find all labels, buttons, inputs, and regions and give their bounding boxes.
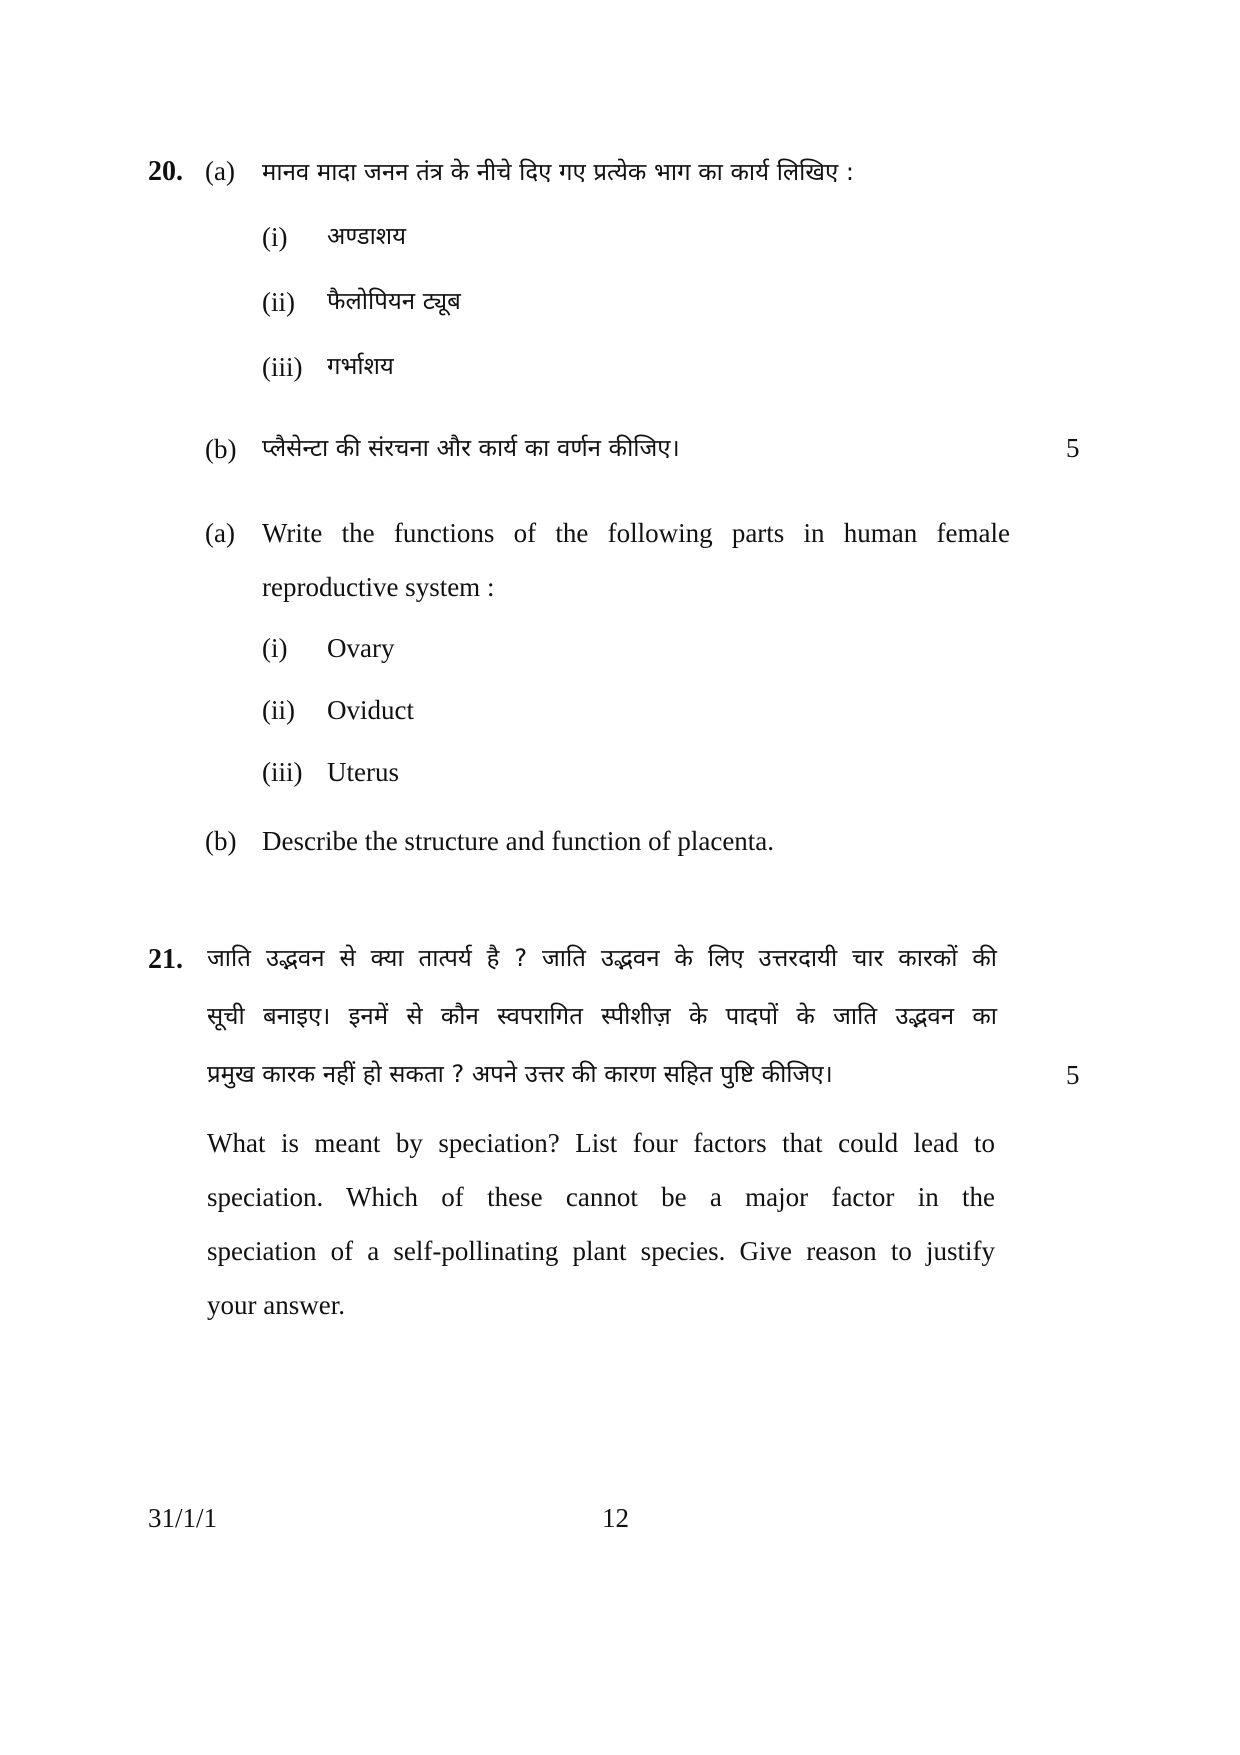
q20-hindi-item-num: (ii) [262, 287, 295, 317]
q21-hindi-line: सूची बनाइए। इनमें से कौन स्वपरागित स्पीशीज़ के पादपों के जाति उद्भवन का [207, 1002, 997, 1030]
q20-english-item-text: Uterus [327, 757, 399, 787]
q20-hindi-item-text: फैलोपियन ट्यूब [327, 287, 461, 315]
q21-english-line: speciation. Which of these cannot be a major factor in the [207, 1182, 995, 1212]
q20-marks: 5 [1066, 433, 1080, 463]
q20-hindi-item-num: (i) [262, 222, 288, 252]
q20-hindi-b-text: प्लैसेन्टा की संरचना और कार्य का वर्णन कीजिए। [262, 434, 680, 462]
q20-hindi-item-text: अण्डाशय [327, 222, 407, 250]
q20-english-a-line: reproductive system : [262, 572, 495, 602]
q21-english-line: your answer. [207, 1290, 345, 1320]
q20-hindi-item-text: गर्भाशय [327, 352, 394, 380]
q20-hindi-a-label: (a) [205, 156, 235, 186]
q20-hindi-a-text: मानव मादा जनन तंत्र के नीचे दिए गए प्रत्येक भाग का कार्य लिखिए : [262, 158, 855, 186]
paper-code: 31/1/1 [148, 1503, 218, 1533]
q20-english-item-text: Oviduct [327, 695, 414, 725]
q20-english-item-num: (iii) [262, 757, 303, 787]
q21-english-line: speciation of a self-pollinating plant species. Give reason to justify [207, 1236, 995, 1266]
q20-english-item-num: (i) [262, 633, 288, 663]
q21-hindi-line: जाति उद्भवन से क्या तात्पर्य है ? जाति उद्भवन के लिए उत्तरदायी चार कारकों की [207, 944, 997, 972]
q20-english-a-label: (a) [205, 518, 235, 548]
question-number-21: 21. [148, 944, 183, 975]
q20-english-b-label: (b) [205, 826, 237, 856]
q21-english-line: What is meant by speciation? List four factors that could lead to [207, 1128, 995, 1158]
q20-english-a-line: Write the functions of the following parts in human female [262, 518, 1010, 548]
q20-english-b-text: Describe the structure and function of placenta. [262, 826, 775, 856]
page-number: 12 [602, 1503, 629, 1533]
q20-english-item-num: (ii) [262, 695, 295, 725]
q21-marks: 5 [1066, 1060, 1080, 1090]
q20-english-item-text: Ovary [327, 633, 395, 663]
question-number-20: 20. [148, 156, 183, 187]
q20-hindi-item-num: (iii) [262, 352, 303, 382]
q21-hindi-line: प्रमुख कारक नहीं हो सकता ? अपने उत्तर की कारण सहित पुष्टि कीजिए। [207, 1060, 833, 1088]
q20-hindi-b-label: (b) [205, 434, 237, 464]
